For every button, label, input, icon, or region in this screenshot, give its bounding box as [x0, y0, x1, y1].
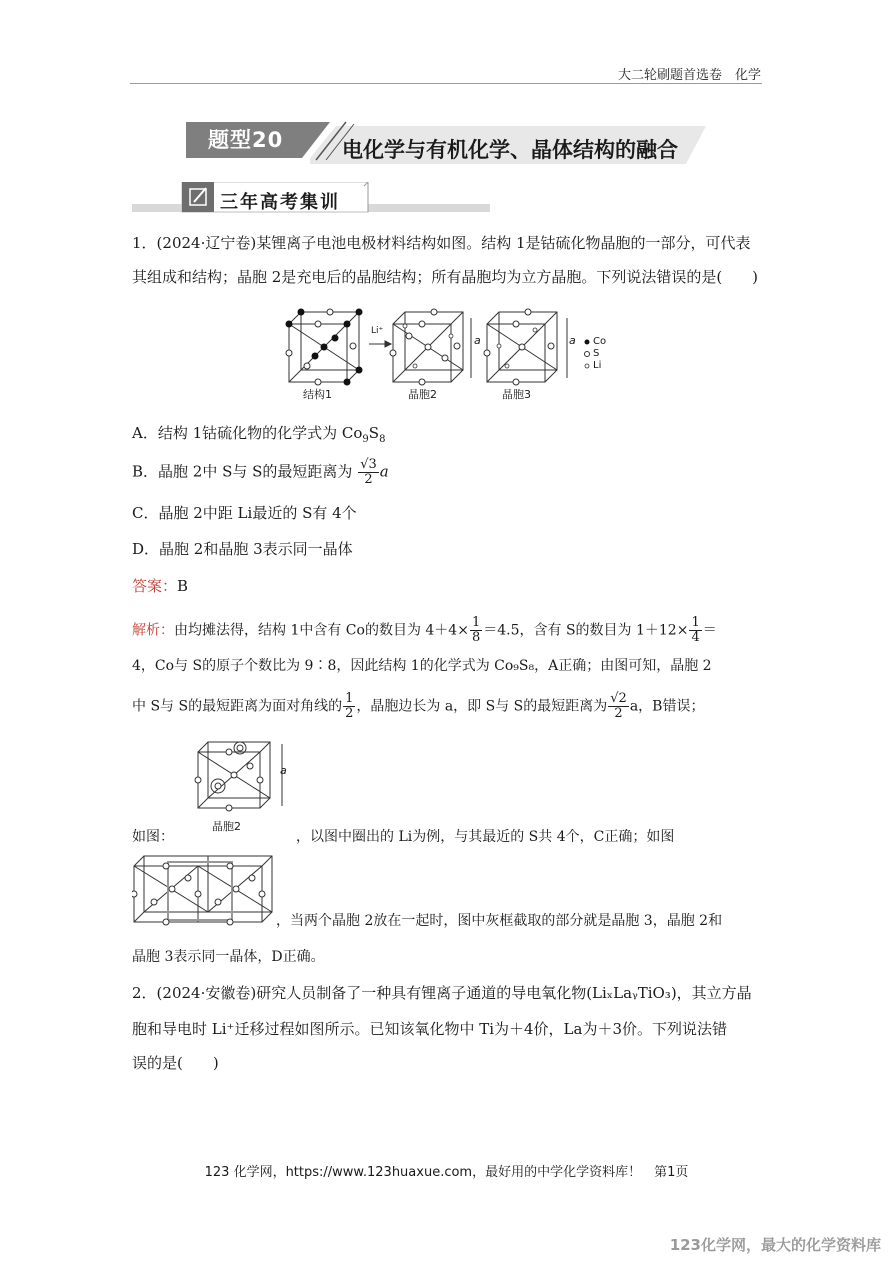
- analysis-l3c: a，B错误；: [629, 698, 705, 715]
- analysis-l1a: 由均摊法得，结构 1中含有 Co的数目为 4＋4×: [174, 622, 469, 639]
- topic-banner: [186, 118, 706, 168]
- option-b: [132, 458, 764, 487]
- analysis-axis-a: a: [280, 764, 287, 777]
- analysis-frac-1-4: $\frac{1}{4}$: [691, 615, 700, 645]
- q1-structure-figure: [285, 306, 625, 402]
- li-arrow-label: Li⁺: [371, 326, 384, 336]
- analysis-l3b: ，晶胞边长为 a，即 S与 S的最短距离为: [356, 698, 608, 715]
- running-header: 大二轮刷题首选卷 化学: [617, 68, 761, 83]
- option-a-sub2: 8: [379, 434, 386, 445]
- q2-stem-line3: 误的是( ): [132, 1054, 219, 1072]
- answer-line: [132, 575, 764, 597]
- legend-li: Li: [593, 360, 602, 371]
- q1-stem-line2: 其组成和结构；晶胞 2是充电后的晶胞结构；所有晶胞均为立方晶胞。下列说法错误的是( ): [132, 268, 759, 286]
- analysis-frac-1-8: $\frac{1}{8}$: [471, 615, 481, 645]
- analysis-line4: ，以图中圈出的 Li为例，与其最近的 S共 4个，C正确；如图: [296, 829, 675, 845]
- page-footer: 123 化学网，https://www.123huaxue.com，最好用的中学化学资料库！ 第1页: [204, 1165, 689, 1180]
- header-rule: [130, 83, 762, 84]
- analysis-line5: ，当两个晶胞 2放在一起时，图中灰框截取的部分就是晶胞 3，晶胞 2和: [276, 913, 723, 929]
- option-a-text: A．结构 1钴硫化物的化学式为 Co: [132, 424, 363, 442]
- option-d: D．晶胞 2和晶胞 3表示同一晶体: [132, 540, 353, 558]
- option-b-text: B．晶胞 2中 S与 S的最短距离为: [132, 462, 353, 481]
- caption-structure1: 结构1: [303, 388, 332, 401]
- analysis-l3a: 中 S与 S的最短距离为面对角线的: [132, 698, 343, 715]
- q1-stem-line1: 1．(2024·辽宁卷)某锂离子电池电极材料结构如图。结构 1是钴硫化物晶胞的一部分，可代表: [132, 234, 751, 252]
- option-b-fraction: $\frac{√3}{2}$: [360, 457, 377, 487]
- analysis-line1: [132, 616, 764, 645]
- caption-cell2: 晶胞2: [408, 388, 437, 401]
- analysis-fig-caption: 晶胞2: [212, 820, 241, 833]
- legend-co: Co: [593, 336, 607, 347]
- analysis-line3: [132, 692, 764, 721]
- site-watermark: 123化学网，最大的化学资料库: [669, 1236, 881, 1254]
- option-a: [132, 422, 764, 451]
- topic-number: 题型20: [208, 128, 284, 152]
- analysis-line6: 晶胞 3表示同一晶体，D正确。: [132, 949, 325, 965]
- analysis-frac-1-2: $\frac{1}{2}$: [345, 691, 354, 721]
- legend-s: S: [593, 348, 600, 359]
- analysis-line2: 4，Co与 S的原子个数比为 9∶8，因此结构 1的化学式为 Co₉S₈，A正确；由图可知，晶胞 2: [132, 658, 712, 674]
- answer-value: B: [177, 577, 189, 595]
- analysis-two-cells-figure: [132, 854, 274, 926]
- option-b-a: a: [379, 462, 389, 481]
- axis-label-a2: a: [569, 334, 576, 347]
- analysis-l1b: ＝4.5，含有 S的数目为 1＋12×: [483, 622, 689, 639]
- analysis-cell2-figure: [192, 738, 292, 816]
- analysis-label: 解析：: [132, 622, 174, 639]
- section-title: 三年高考集训: [220, 192, 340, 213]
- q2-stem-line1: 2．(2024·安徽卷)研究人员制备了一种具有锂离子通道的导电氧化物(LiₓLaᵧTiO₃)，其立方晶: [132, 984, 752, 1002]
- analysis-l1c: ＝: [702, 622, 717, 639]
- analysis-line4-prefix: 如图：: [132, 829, 174, 845]
- option-a-s: S: [368, 424, 380, 442]
- answer-label: 答案：: [132, 577, 178, 595]
- caption-cell3: 晶胞3: [502, 388, 531, 401]
- topic-title: 电化学与有机化学、晶体结构的融合: [342, 138, 678, 162]
- q2-stem-line2: 胞和导电时 Li⁺迁移过程如图所示。已知该氧化物中 Ti为＋4价，La为＋3价。下列说法错: [132, 1020, 728, 1038]
- option-a-sub1: 9: [362, 434, 369, 445]
- axis-label-a: a: [474, 334, 481, 347]
- analysis-frac-sqrt2-2: $\frac{√2}{2}$: [610, 691, 627, 721]
- option-c: C．晶胞 2中距 Li最近的 S有 4个: [132, 504, 357, 522]
